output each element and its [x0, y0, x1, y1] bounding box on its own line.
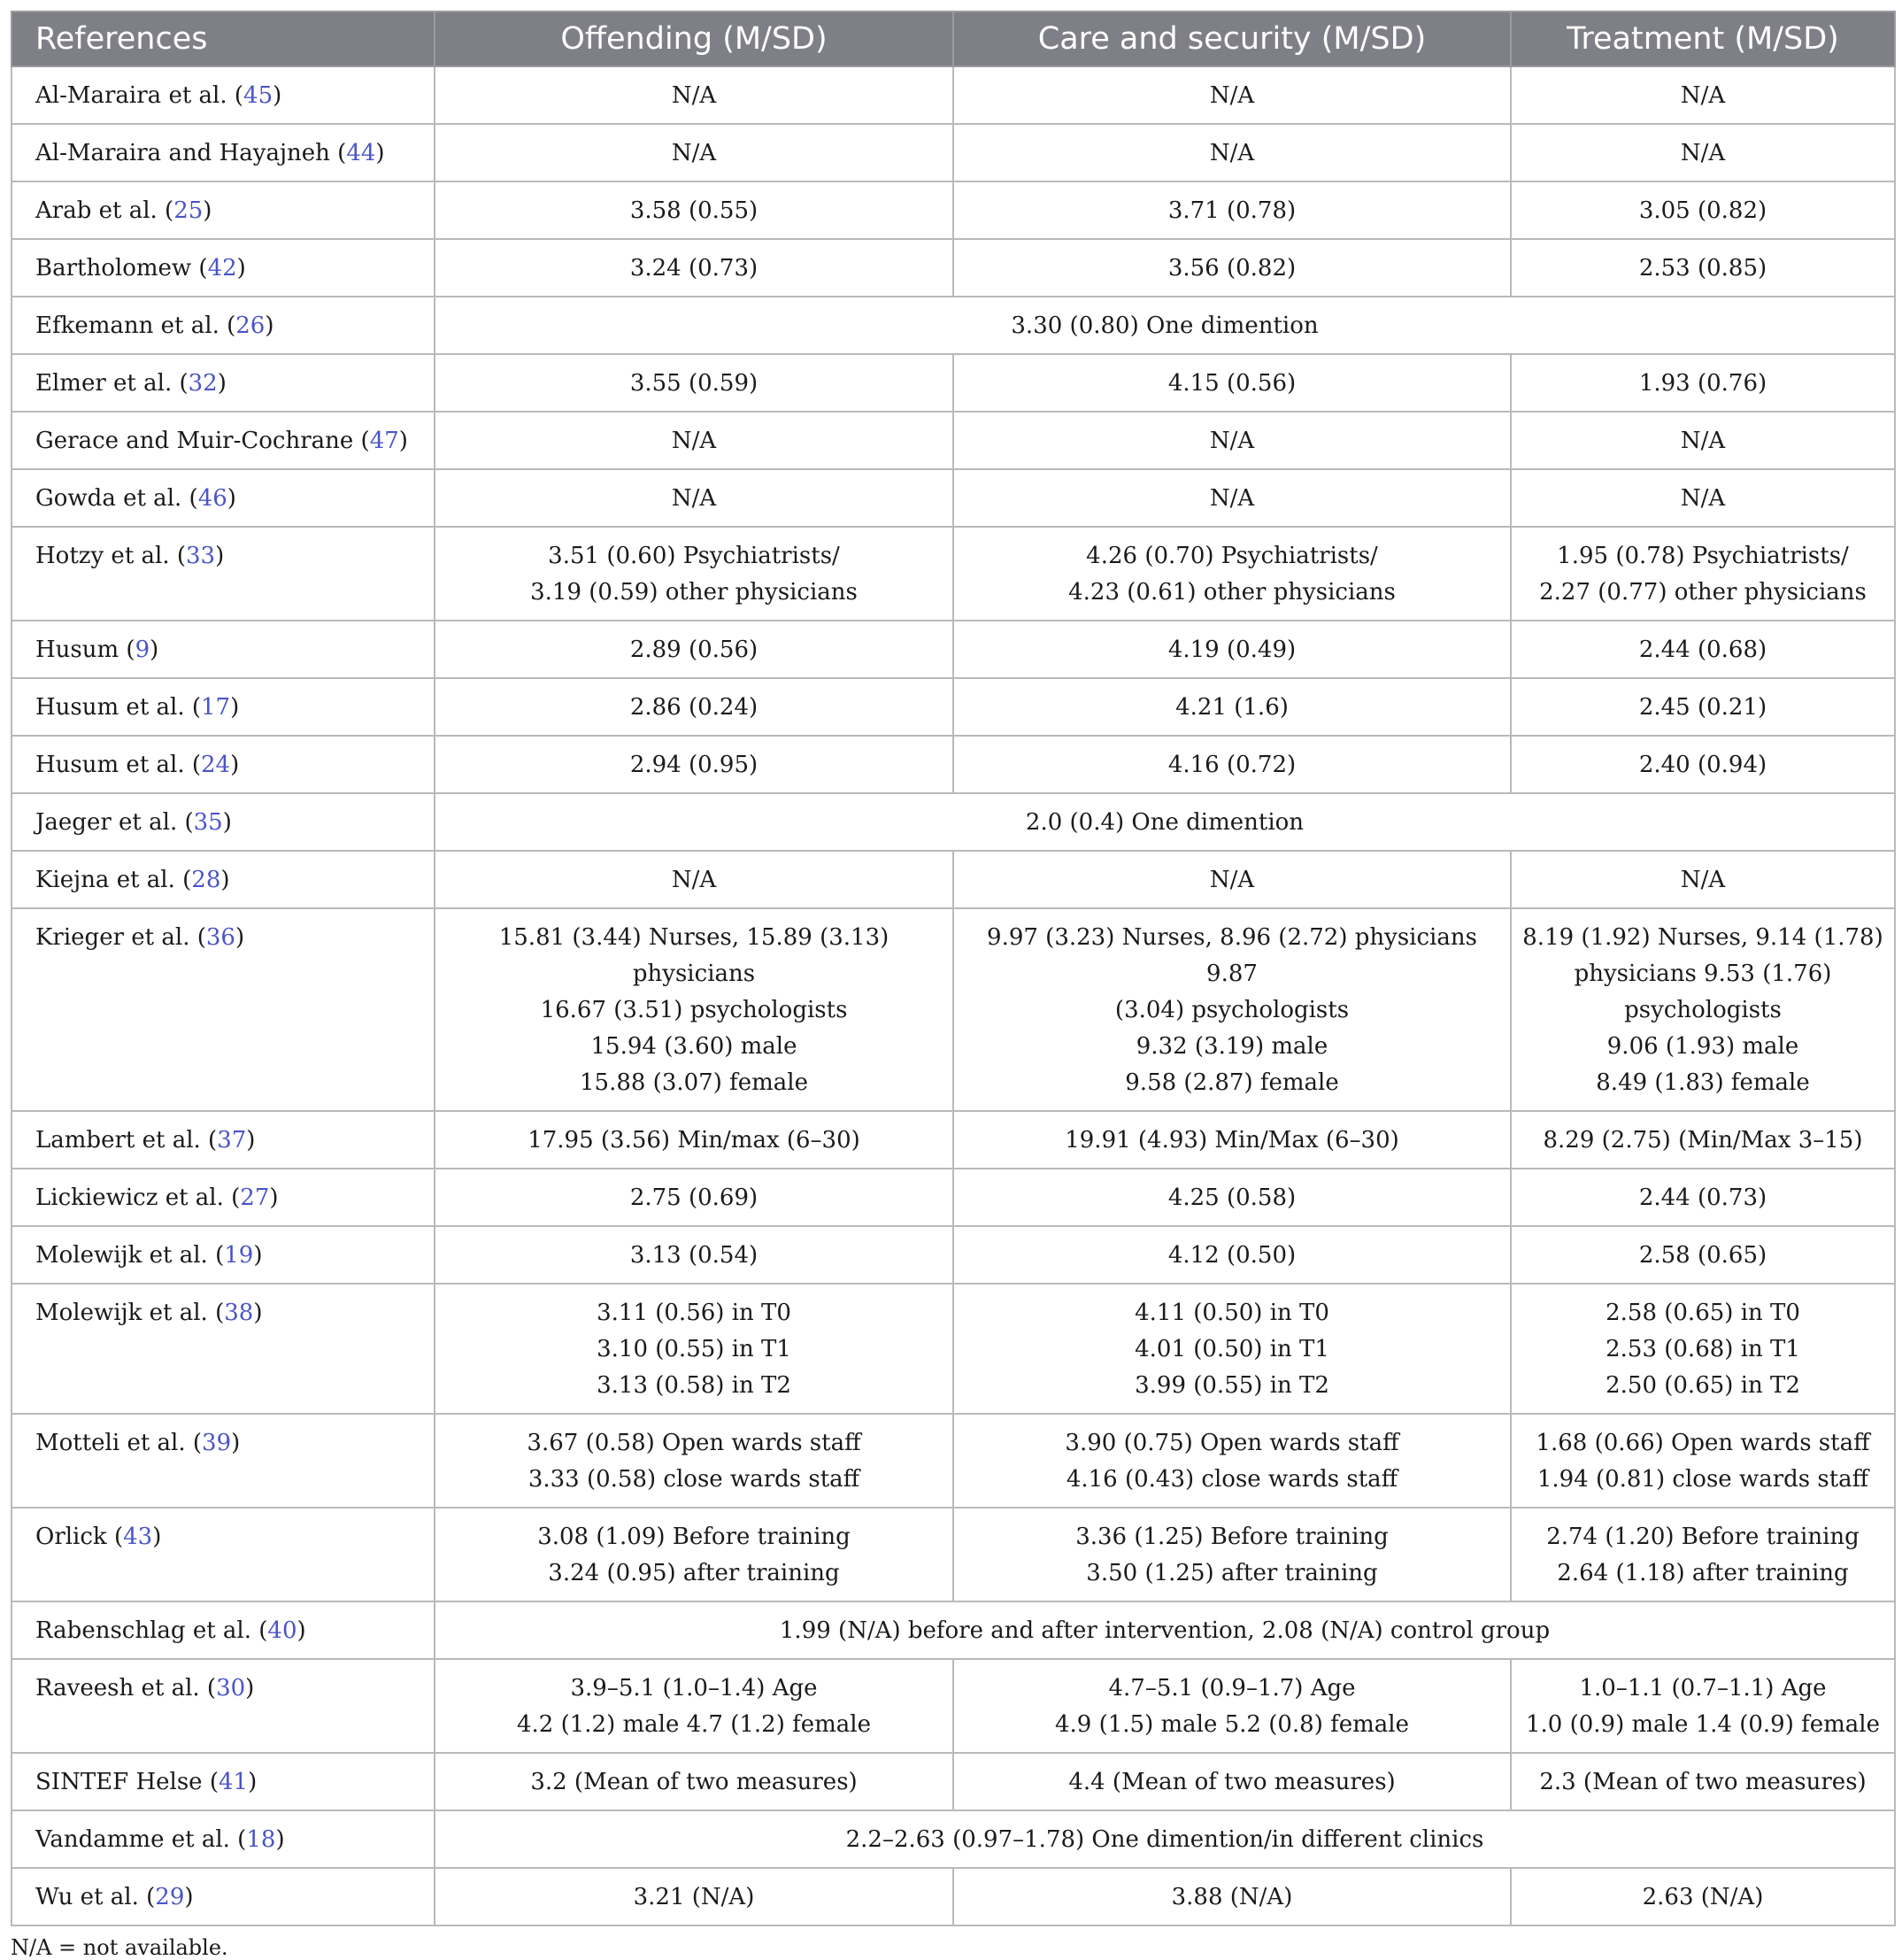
reference-close-paren: ): [150, 637, 159, 663]
care-security-cell: N/A: [953, 66, 1511, 124]
reference-text: Molewijk et al. (: [35, 1242, 225, 1269]
citation-link[interactable]: 18: [246, 1826, 276, 1853]
merged-value-cell: 1.99 (N/A) before and after intervention, 2.08 (N/A) control group: [435, 1601, 1895, 1659]
care-security-cell: 3.88 (N/A): [953, 1868, 1511, 1925]
offending-cell: 3.2 (Mean of two measures): [435, 1753, 953, 1810]
offending-cell: 3.24 (0.73): [435, 239, 953, 297]
reference-text: Motteli et al. (: [35, 1430, 203, 1456]
citation-link[interactable]: 46: [197, 485, 227, 512]
table-row: [12, 181, 1895, 239]
care-security-cell: N/A: [953, 412, 1511, 469]
treatment-cell: 2.63 (N/A): [1511, 1868, 1895, 1925]
reference-close-paren: ): [246, 1127, 256, 1154]
reference-text: Efkemann et al. (: [35, 313, 236, 339]
citation-link[interactable]: 43: [123, 1524, 153, 1550]
citation-link[interactable]: 35: [193, 809, 223, 836]
reference-cell: [12, 1868, 435, 1925]
table-row: [12, 908, 1895, 1111]
table-row: [12, 1226, 1895, 1284]
table-row: [12, 469, 1895, 527]
treatment-cell: 2.58 (0.65) in T0 2.53 (0.68) in T1 2.50 (0.65) in T2: [1511, 1284, 1895, 1414]
reference-close-paren: ): [230, 752, 240, 778]
reference-text: Al-Maraira and Hayajneh (: [35, 140, 347, 166]
reference-close-paren: ): [398, 428, 408, 454]
citation-link[interactable]: 45: [243, 82, 273, 109]
citation-link[interactable]: 25: [173, 197, 204, 224]
reference-close-paren: ): [275, 1826, 285, 1853]
reference-cell: [12, 1753, 435, 1810]
reference-cell: [12, 297, 435, 354]
care-security-cell: 4.26 (0.70) Psychiatrists/ 4.23 (0.61) other physicians: [953, 527, 1511, 621]
treatment-cell: 2.44 (0.68): [1511, 621, 1895, 678]
reference-text: Husum (: [35, 637, 135, 663]
reference-close-paren: ): [375, 140, 385, 166]
treatment-cell: N/A: [1511, 124, 1895, 181]
reference-cell: [12, 621, 435, 678]
reference-cell: [12, 469, 435, 527]
offending-cell: 2.75 (0.69): [435, 1169, 953, 1226]
table-row: [12, 412, 1895, 469]
reference-close-paren: ): [203, 197, 212, 224]
table-row: [12, 736, 1895, 793]
reference-cell: [12, 124, 435, 181]
care-security-cell: 4.25 (0.58): [953, 1169, 1511, 1226]
reference-text: Krieger et al. (: [35, 924, 206, 951]
reference-text: Al-Maraira et al. (: [35, 82, 244, 109]
treatment-cell: 2.44 (0.73): [1511, 1169, 1895, 1226]
care-security-cell: 4.12 (0.50): [953, 1226, 1511, 1284]
care-security-cell: 3.90 (0.75) Open wards staff 4.16 (0.43) close wards staff: [953, 1414, 1511, 1508]
treatment-cell: 2.58 (0.65): [1511, 1226, 1895, 1284]
table-container: [11, 11, 1894, 1960]
reference-text: Hotzy et al. (: [35, 543, 187, 569]
reference-text: Rabenschlag et al. (: [35, 1617, 268, 1644]
citation-link[interactable]: 38: [224, 1300, 254, 1326]
offending-cell: N/A: [435, 124, 953, 181]
treatment-cell: N/A: [1511, 66, 1895, 124]
care-security-cell: N/A: [953, 124, 1511, 181]
reference-text: Husum et al. (: [35, 752, 202, 778]
table-row: [12, 1810, 1895, 1868]
treatment-cell: 1.68 (0.66) Open wards staff 1.94 (0.81) close wards staff: [1511, 1414, 1895, 1508]
treatment-cell: 1.0–1.1 (0.7–1.1) Age 1.0 (0.9) male 1.4 (0.9) female: [1511, 1659, 1895, 1753]
table-row: [12, 621, 1895, 678]
treatment-cell: N/A: [1511, 851, 1895, 908]
header-offending: Offending (M/SD): [435, 12, 953, 66]
treatment-cell: 8.29 (2.75) (Min/Max 3–15): [1511, 1111, 1895, 1169]
reference-close-paren: ): [296, 1617, 306, 1644]
offending-cell: 2.94 (0.95): [435, 736, 953, 793]
citation-link[interactable]: 30: [216, 1675, 246, 1701]
table-row: [12, 1414, 1895, 1508]
reference-cell: [12, 181, 435, 239]
reference-cell: [12, 1169, 435, 1226]
offending-cell: N/A: [435, 66, 953, 124]
citation-link[interactable]: 37: [217, 1127, 247, 1154]
offending-cell: 2.89 (0.56): [435, 621, 953, 678]
header-row: [12, 12, 1895, 66]
reference-text: Arab et al. (: [35, 197, 174, 224]
care-security-cell: 4.11 (0.50) in T0 4.01 (0.50) in T1 3.99 (0.55) in T2: [953, 1284, 1511, 1414]
treatment-cell: 1.95 (0.78) Psychiatrists/ 2.27 (0.77) other physicians: [1511, 527, 1895, 621]
citation-link[interactable]: 41: [218, 1769, 249, 1795]
care-security-cell: 3.36 (1.25) Before training 3.50 (1.25) after training: [953, 1508, 1511, 1601]
reference-cell: [12, 66, 435, 124]
table-row: [12, 851, 1895, 908]
offending-cell: 3.21 (N/A): [435, 1868, 953, 1925]
citation-link[interactable]: 17: [201, 694, 231, 721]
care-security-cell: 4.16 (0.72): [953, 736, 1511, 793]
reference-close-paren: ): [227, 485, 236, 512]
reference-close-paren: ): [231, 1430, 241, 1456]
reference-cell: [12, 527, 435, 621]
reference-cell: [12, 851, 435, 908]
reference-text: Elmer et al. (: [35, 370, 189, 397]
reference-cell: [12, 1659, 435, 1753]
table-row: [12, 1111, 1895, 1169]
table-row: [12, 297, 1895, 354]
reference-cell: [12, 908, 435, 1111]
reference-cell: [12, 1111, 435, 1169]
reference-close-paren: ): [245, 1675, 255, 1701]
table-row: [12, 1284, 1895, 1414]
citation-link[interactable]: 44: [346, 140, 376, 166]
citation-link[interactable]: 36: [205, 924, 235, 951]
table-row: [12, 1169, 1895, 1226]
reference-text: Wu et al. (: [35, 1884, 156, 1910]
table-row: [12, 1601, 1895, 1659]
reference-cell: [12, 412, 435, 469]
citation-link[interactable]: 9: [135, 637, 150, 663]
table-footnote: N/A = not available.: [11, 1935, 228, 1960]
results-table: [11, 11, 1896, 1926]
reference-cell: [12, 1284, 435, 1414]
table-row: [12, 239, 1895, 297]
citation-link[interactable]: 33: [186, 543, 216, 569]
treatment-cell: N/A: [1511, 469, 1895, 527]
treatment-cell: 3.05 (0.82): [1511, 181, 1895, 239]
offending-cell: 15.81 (3.44) Nurses, 15.89 (3.13) physicians 16.67 (3.51) psychologists 15.94 (3.60) male 15.88 (3.07) female: [435, 908, 953, 1111]
citation-link[interactable]: 28: [191, 867, 221, 893]
treatment-cell: 1.93 (0.76): [1511, 354, 1895, 412]
header-care-security: Care and security (M/SD): [953, 12, 1511, 66]
reference-close-paren: ): [215, 543, 225, 569]
offending-cell: 17.95 (3.56) Min/max (6–30): [435, 1111, 953, 1169]
treatment-cell: 2.3 (Mean of two measures): [1511, 1753, 1895, 1810]
treatment-cell: 2.74 (1.20) Before training 2.64 (1.18) after training: [1511, 1508, 1895, 1601]
reference-cell: [12, 736, 435, 793]
reference-cell: [12, 1810, 435, 1868]
care-security-cell: 9.97 (3.23) Nurses, 8.96 (2.72) physicians 9.87 (3.04) psychologists 9.32 (3.19) male 9.58 (2.87) female: [953, 908, 1511, 1111]
offending-cell: 3.11 (0.56) in T0 3.10 (0.55) in T1 3.13 (0.58) in T2: [435, 1284, 953, 1414]
care-security-cell: 3.56 (0.82): [953, 239, 1511, 297]
care-security-cell: 4.7–5.1 (0.9–1.7) Age 4.9 (1.5) male 5.2 (0.8) female: [953, 1659, 1511, 1753]
treatment-cell: 2.53 (0.85): [1511, 239, 1895, 297]
reference-close-paren: ): [230, 694, 240, 721]
reference-text: Lambert et al. (: [35, 1127, 218, 1154]
offending-cell: 3.58 (0.55): [435, 181, 953, 239]
reference-cell: [12, 1226, 435, 1284]
table-row: [12, 124, 1895, 181]
table-row: [12, 1659, 1895, 1753]
offending-cell: 3.9–5.1 (1.0–1.4) Age 4.2 (1.2) male 4.7 (1.2) female: [435, 1659, 953, 1753]
reference-text: Gowda et al. (: [35, 485, 198, 512]
table-row: [12, 1508, 1895, 1601]
offending-cell: 3.08 (1.09) Before training 3.24 (0.95) after training: [435, 1508, 953, 1601]
care-security-cell: 4.21 (1.6): [953, 678, 1511, 736]
table-row: [12, 1753, 1895, 1810]
reference-close-paren: ): [217, 370, 227, 397]
offending-cell: 3.55 (0.59): [435, 354, 953, 412]
care-security-cell: 4.19 (0.49): [953, 621, 1511, 678]
reference-close-paren: ): [273, 82, 282, 109]
reference-close-paren: ): [220, 867, 230, 893]
reference-close-paren: ): [248, 1769, 258, 1795]
citation-link[interactable]: 47: [369, 428, 399, 454]
reference-text: SINTEF Helse (: [35, 1769, 219, 1795]
reference-close-paren: ): [253, 1242, 263, 1269]
reference-text: Molewijk et al. (: [35, 1300, 225, 1326]
merged-value-cell: 2.2–2.63 (0.97–1.78) One dimention/in different clinics: [435, 1810, 1895, 1868]
table-row: [12, 793, 1895, 851]
reference-cell: [12, 678, 435, 736]
reference-text: Kiejna et al. (: [35, 867, 192, 893]
reference-text: Orlick (: [35, 1524, 124, 1550]
citation-link[interactable]: 19: [224, 1242, 254, 1269]
reference-cell: [12, 1601, 435, 1659]
reference-close-paren: ): [222, 809, 232, 836]
reference-text: Vandamme et al. (: [35, 1826, 247, 1853]
reference-close-paren: ): [236, 255, 246, 282]
reference-cell: [12, 793, 435, 851]
reference-close-paren: ): [265, 313, 274, 339]
table-row: [12, 66, 1895, 124]
table-body: [12, 66, 1895, 1925]
table-row: [12, 1868, 1895, 1925]
header-references: References: [12, 12, 435, 66]
reference-cell: [12, 354, 435, 412]
offending-cell: N/A: [435, 412, 953, 469]
header-treatment: Treatment (M/SD): [1511, 12, 1895, 66]
care-security-cell: N/A: [953, 851, 1511, 908]
citation-link[interactable]: 27: [240, 1184, 270, 1211]
table-row: [12, 678, 1895, 736]
reference-text: Gerace and Muir-Cochrane (: [35, 428, 370, 454]
care-security-cell: 3.71 (0.78): [953, 181, 1511, 239]
care-security-cell: 19.91 (4.93) Min/Max (6–30): [953, 1111, 1511, 1169]
citation-link[interactable]: 42: [207, 255, 237, 282]
reference-close-paren: ): [269, 1184, 279, 1211]
reference-text: Jaeger et al. (: [35, 809, 194, 836]
reference-text: Husum et al. (: [35, 694, 202, 721]
reference-text: Lickiewicz et al. (: [35, 1184, 241, 1211]
table-row: [12, 354, 1895, 412]
citation-link[interactable]: 40: [267, 1617, 297, 1644]
merged-value-cell: 3.30 (0.80) One dimention: [435, 297, 1895, 354]
treatment-cell: 2.40 (0.94): [1511, 736, 1895, 793]
offending-cell: 3.13 (0.54): [435, 1226, 953, 1284]
reference-close-paren: ): [235, 924, 245, 951]
citation-link[interactable]: 32: [188, 370, 218, 397]
treatment-cell: 2.45 (0.21): [1511, 678, 1895, 736]
reference-cell: [12, 239, 435, 297]
citation-link[interactable]: 26: [235, 313, 266, 339]
citation-link[interactable]: 24: [201, 752, 231, 778]
citation-link[interactable]: 29: [155, 1884, 185, 1910]
reference-text: Raveesh et al. (: [35, 1675, 217, 1701]
treatment-cell: N/A: [1511, 412, 1895, 469]
treatment-cell: 8.19 (1.92) Nurses, 9.14 (1.78) physicians 9.53 (1.76) psychologists 9.06 (1.93) male 8.49 (1.83) female: [1511, 908, 1895, 1111]
reference-text: Bartholomew (: [35, 255, 208, 282]
care-security-cell: 4.4 (Mean of two measures): [953, 1753, 1511, 1810]
offending-cell: 3.51 (0.60) Psychiatrists/ 3.19 (0.59) other physicians: [435, 527, 953, 621]
offending-cell: N/A: [435, 851, 953, 908]
reference-cell: [12, 1508, 435, 1601]
offending-cell: N/A: [435, 469, 953, 527]
reference-cell: [12, 1414, 435, 1508]
reference-close-paren: ): [253, 1300, 263, 1326]
offending-cell: 3.67 (0.58) Open wards staff 3.33 (0.58) close wards staff: [435, 1414, 953, 1508]
care-security-cell: 4.15 (0.56): [953, 354, 1511, 412]
reference-close-paren: ): [152, 1524, 162, 1550]
table-row: [12, 527, 1895, 621]
reference-close-paren: ): [184, 1884, 194, 1910]
offending-cell: 2.86 (0.24): [435, 678, 953, 736]
care-security-cell: N/A: [953, 469, 1511, 527]
merged-value-cell: 2.0 (0.4) One dimention: [435, 793, 1895, 851]
citation-link[interactable]: 39: [202, 1430, 232, 1456]
